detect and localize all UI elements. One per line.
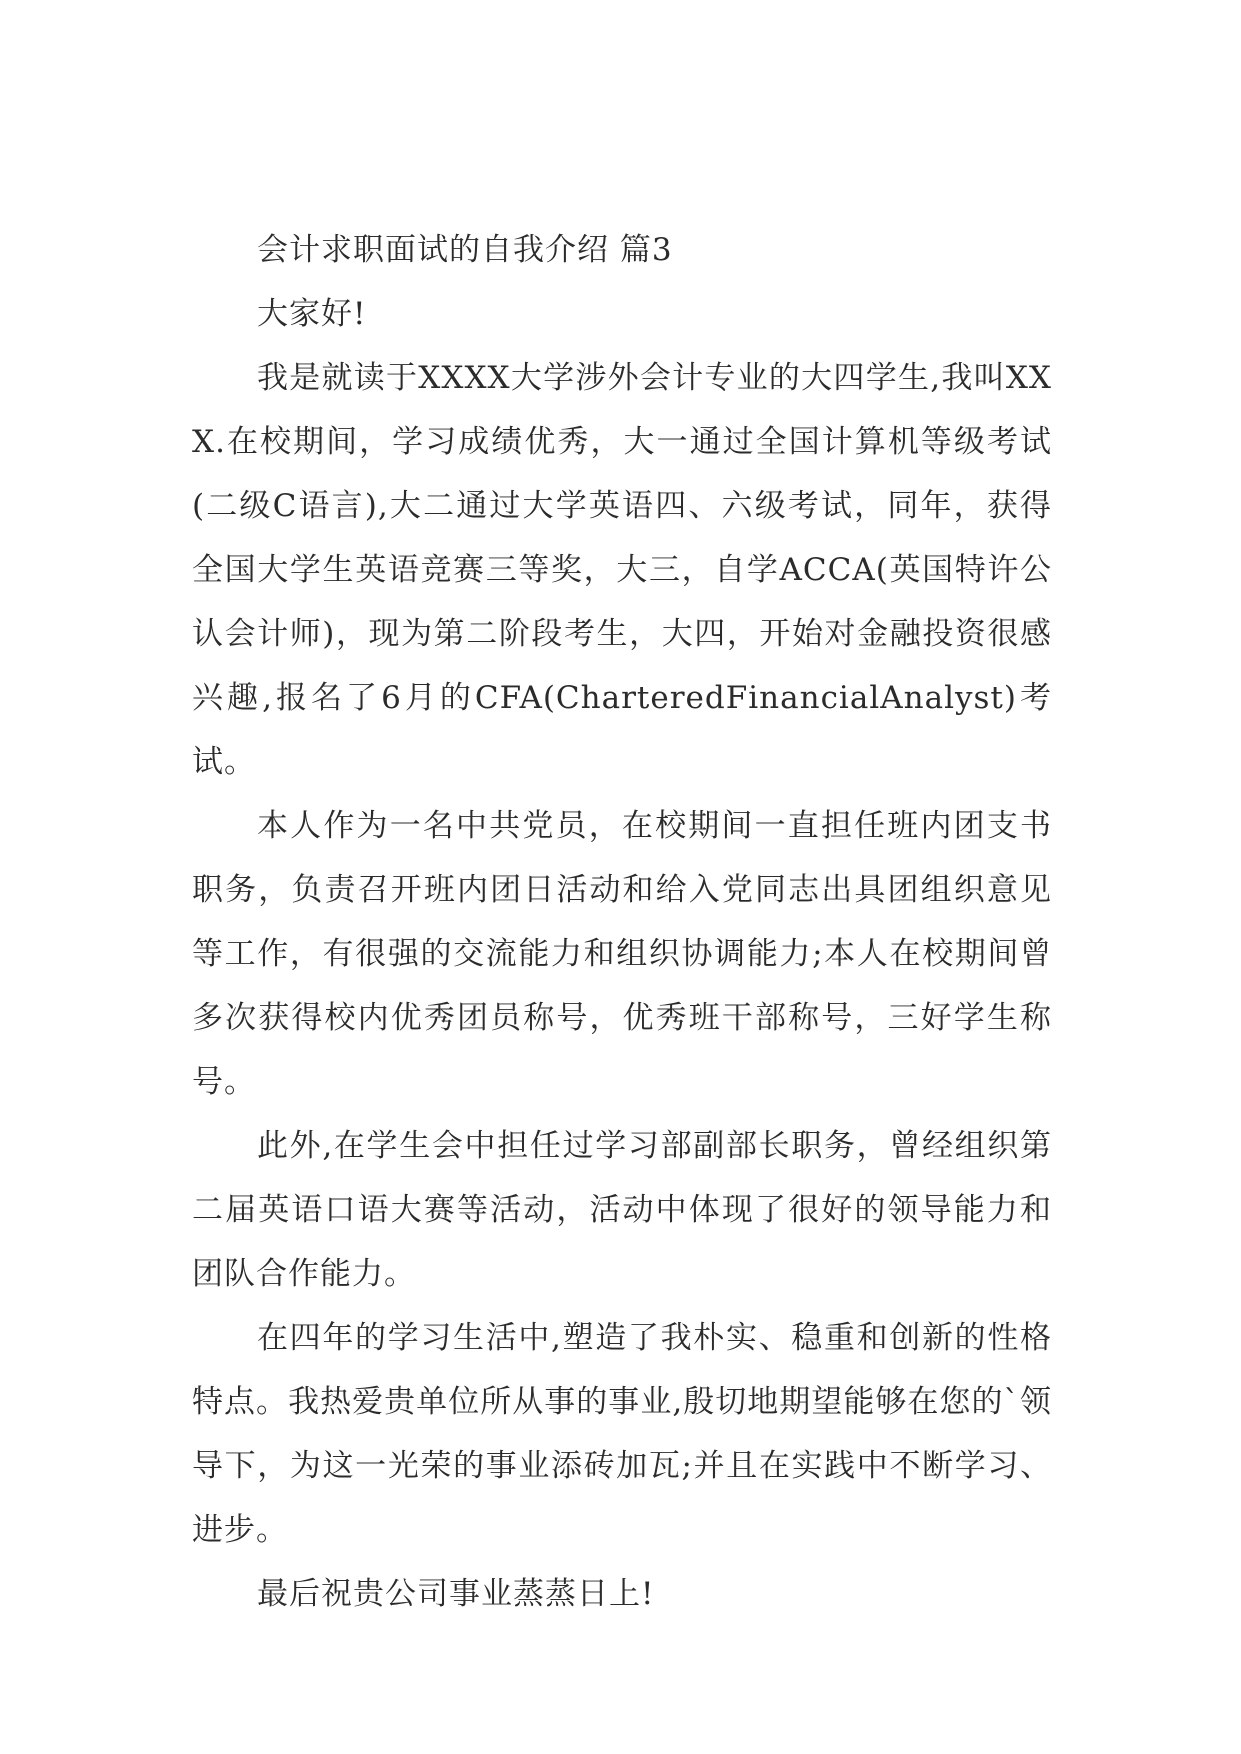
student-union-paragraph: 此外,在学生会中担任过学习部副部长职务，曾经组织第二届英语口语大赛等活动，活动中体现了很好的领导能力和团队合作能力。 — [192, 1128, 1052, 1292]
character-paragraph: 在四年的学习生活中,塑造了我朴实、稳重和创新的性格特点。我热爱贵单位所从事的事业,殷切地期望能够在您的`领导下，为这一光荣的事业添砖加瓦;并且在实践中不断学习、进步。 — [192, 1320, 1052, 1548]
intro-paragraph: 我是就读于XXXX大学涉外会计专业的大四学生,我叫XXX.在校期间，学习成绩优秀，大一通过全国计算机等级考试(二级C语言),大二通过大学英语四、六级考试，同年，获得全国大学生英语竞赛三等奖，大三，自学ACCA(英国特许公认会计师)，现为第二阶段考生，大四，开始对金融投资很感兴趣,报名了6月的CFA(CharteredFinancialAnalyst)考试。 — [192, 360, 1052, 780]
document-body — [192, 218, 1052, 1626]
greeting-paragraph: 大家好! — [257, 296, 367, 332]
party-member-paragraph: 本人作为一名中共党员，在校期间一直担任班内团支书职务，负责召开班内团日活动和给入党同志出具团组织意见等工作，有很强的交流能力和组织协调能力;本人在校期间曾多次获得校内优秀团员称号，优秀班干部称号，三好学生称号。 — [192, 808, 1052, 1100]
document-title: 会计求职面试的自我介绍 篇3 — [257, 232, 673, 268]
closing-paragraph: 最后祝贵公司事业蒸蒸日上! — [257, 1576, 655, 1612]
